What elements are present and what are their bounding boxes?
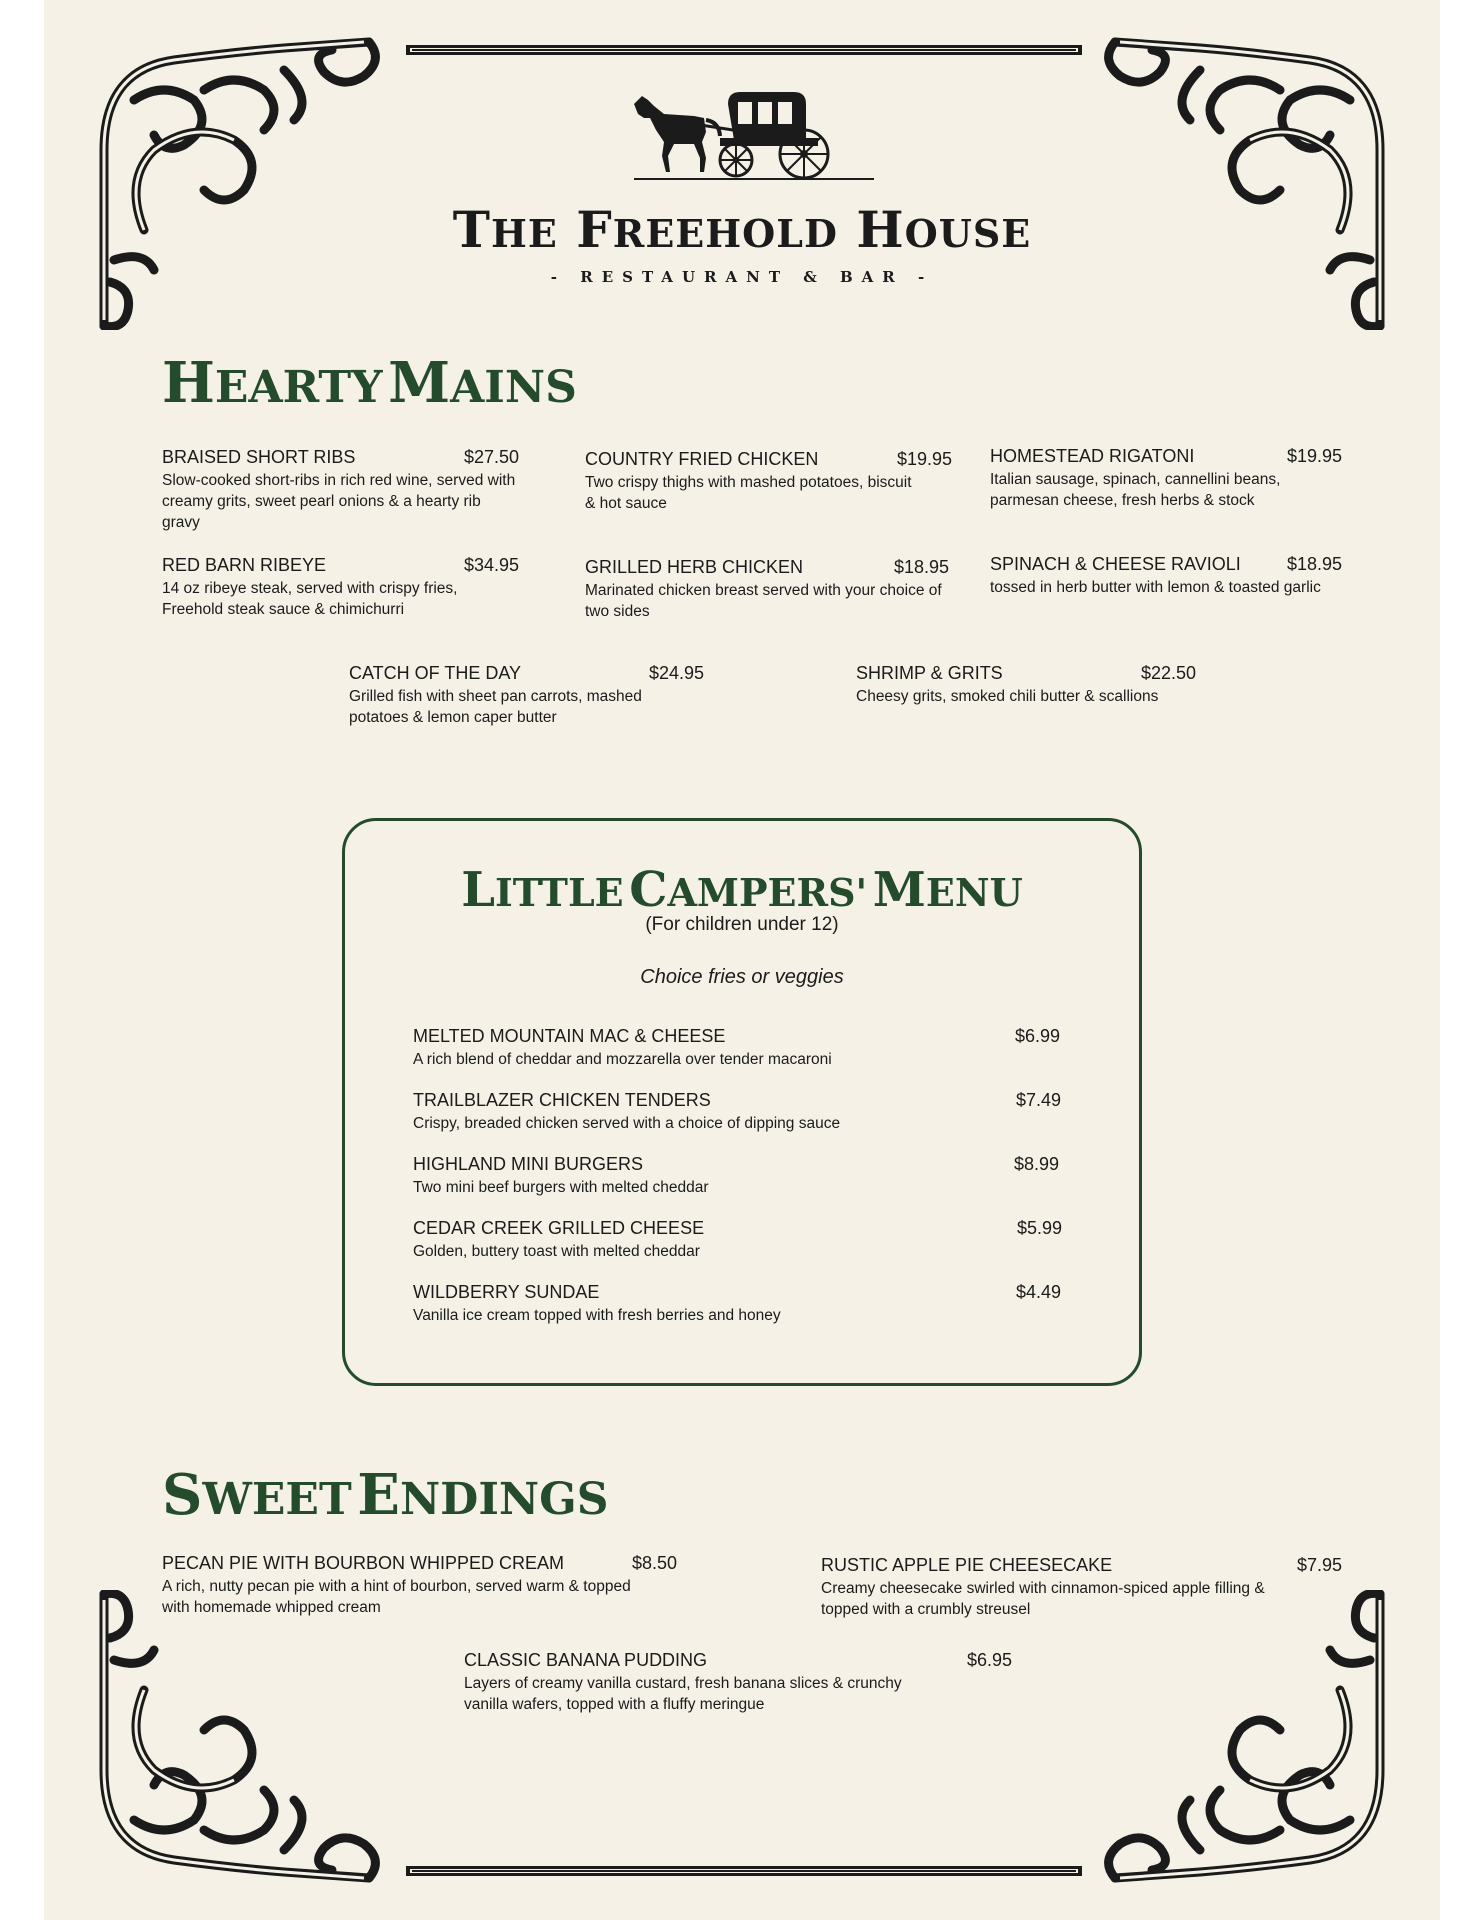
item-price: $8.50 (632, 1553, 678, 1573)
item-price: $19.95 (897, 449, 953, 469)
item-price: $19.95 (1287, 446, 1343, 466)
item-price: $18.95 (894, 557, 950, 577)
item-name: BRAISED SHORT RIBS (162, 447, 356, 467)
item-price: $18.95 (1287, 554, 1343, 574)
item-price: $4.49 (1016, 1282, 1062, 1302)
kids-menu-heading: LITTLE CAMPERS' MENU (461, 862, 1023, 918)
item-description: Golden, buttery toast with melted cheddar (413, 1243, 700, 1260)
restaurant-name: THE FREEHOLD HOUSE (452, 200, 1032, 259)
item-price: $24.95 (649, 663, 705, 683)
item-price: $7.95 (1297, 1555, 1343, 1575)
item-price: $27.50 (464, 447, 520, 467)
item-name: TRAILBLAZER CHICKEN TENDERS (413, 1090, 711, 1110)
kids-menu-subtitle: (For children under 12) (645, 914, 839, 935)
horse-carriage-icon (624, 84, 874, 184)
item-price: $5.99 (1017, 1218, 1063, 1238)
item-name: RED BARN RIBEYE (162, 555, 327, 575)
item-description: Italian sausage, spinach, cannellini beans, parmesan cheese, fresh herbs & stock (990, 471, 1281, 509)
bottom-divider (406, 1866, 1082, 1876)
item-description: Layers of creamy vanilla custard, fresh banana slices & crunchy vanilla wafers, topped with a fluffy meringue (464, 1675, 902, 1713)
corner-flourish-bottom-left-icon (84, 1590, 384, 1890)
item-description: Creamy cheesecake swirled with cinnamon-spiced apple filling & topped with a crumbly streusel (821, 1580, 1265, 1618)
restaurant-tagline: - RESTAURANT & BAR - (550, 268, 934, 286)
item-description: A rich, nutty pecan pie with a hint of bourbon, served warm & topped with homemade whipped cream (162, 1578, 631, 1616)
item-price: $6.95 (967, 1650, 1013, 1670)
kids-menu-note: Choice fries or veggies (640, 966, 844, 988)
item-description: Vanilla ice cream topped with fresh berries and honey (413, 1307, 781, 1324)
item-description: Marinated chicken breast served with your choice of two sides (585, 582, 942, 620)
item-name: HOMESTEAD RIGATONI (990, 446, 1195, 466)
item-description: A rich blend of cheddar and mozzarella over tender macaroni (413, 1051, 832, 1068)
item-name: HIGHLAND MINI BURGERS (413, 1154, 644, 1174)
top-divider (406, 45, 1082, 55)
item-name: GRILLED HERB CHICKEN (585, 557, 804, 577)
item-price: $34.95 (464, 555, 520, 575)
item-name: MELTED MOUNTAIN MAC & CHEESE (413, 1026, 726, 1046)
item-price: $8.99 (1014, 1154, 1060, 1174)
item-description: Two mini beef burgers with melted cheddar (413, 1179, 709, 1196)
item-name: PECAN PIE WITH BOURBON WHIPPED CREAM (162, 1553, 565, 1573)
item-description: Slow-cooked short-ribs in rich red wine, served with creamy grits, sweet pearl onions & a hearty rib gravy (162, 472, 516, 531)
item-description: Two crispy thighs with mashed potatoes, biscuit & hot sauce (585, 474, 912, 512)
item-name: CATCH OF THE DAY (349, 663, 522, 683)
item-name: RUSTIC APPLE PIE CHEESECAKE (821, 1555, 1113, 1575)
item-description: Cheesy grits, smoked chili butter & scallions (856, 688, 1159, 705)
item-price: $7.49 (1016, 1090, 1062, 1110)
item-name: CLASSIC BANANA PUDDING (464, 1650, 708, 1670)
item-description: Grilled fish with sheet pan carrots, mashed potatoes & lemon caper butter (349, 688, 642, 726)
mains-heading: HEARTY MAINS (162, 350, 577, 416)
item-description: tossed in herb butter with lemon & toasted garlic (990, 579, 1321, 596)
item-name: WILDBERRY SUNDAE (413, 1282, 600, 1302)
item-price: $22.50 (1141, 663, 1197, 683)
item-name: SPINACH & CHEESE RAVIOLI (990, 554, 1241, 574)
item-name: COUNTRY FRIED CHICKEN (585, 449, 819, 469)
item-description: Crispy, breaded chicken served with a choice of dipping sauce (413, 1115, 841, 1132)
desserts-heading: SWEET ENDINGS (162, 1462, 609, 1528)
item-name: CEDAR CREEK GRILLED CHEESE (413, 1218, 705, 1238)
item-name: SHRIMP & GRITS (856, 663, 1003, 683)
item-description: 14 oz ribeye steak, served with crispy fries, Freehold steak sauce & chimichurri (162, 580, 458, 618)
item-price: $6.99 (1015, 1026, 1061, 1046)
corner-flourish-bottom-right-icon (1100, 1590, 1400, 1890)
